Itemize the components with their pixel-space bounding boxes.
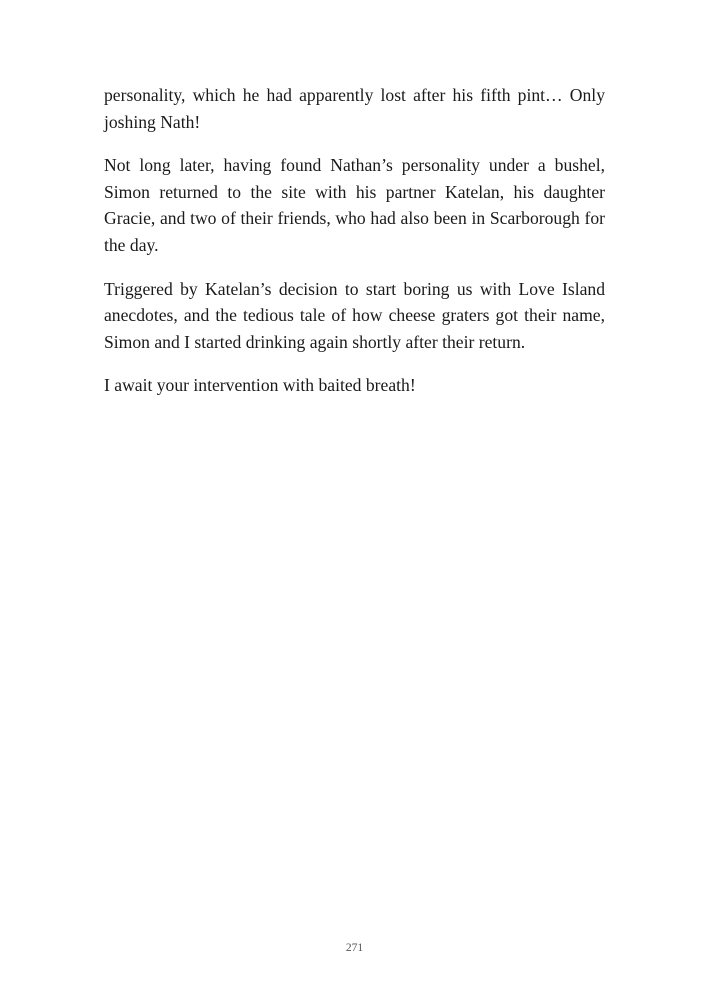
- body-text: [104, 82, 605, 416]
- paragraph-2: Not long later, having found Nathan’s personality under a bushel, Simon returned to the site with his partner Katelan, his daughter Gracie, and two of their friends, who had also been in Scarborough for the day.: [104, 155, 605, 255]
- page-number: 271: [345, 942, 364, 954]
- paragraph-1: personality, which he had apparently lost after his fifth pint… Only joshing Nath!: [104, 85, 605, 132]
- paragraph-3: Triggered by Katelan’s decision to start boring us with Love Island anecdotes, and the tedious tale of how cheese graters got their name, Simon and I started drinking again shortly after their return.: [104, 278, 605, 352]
- paragraph-4: I await your intervention with baited breath!: [104, 375, 416, 396]
